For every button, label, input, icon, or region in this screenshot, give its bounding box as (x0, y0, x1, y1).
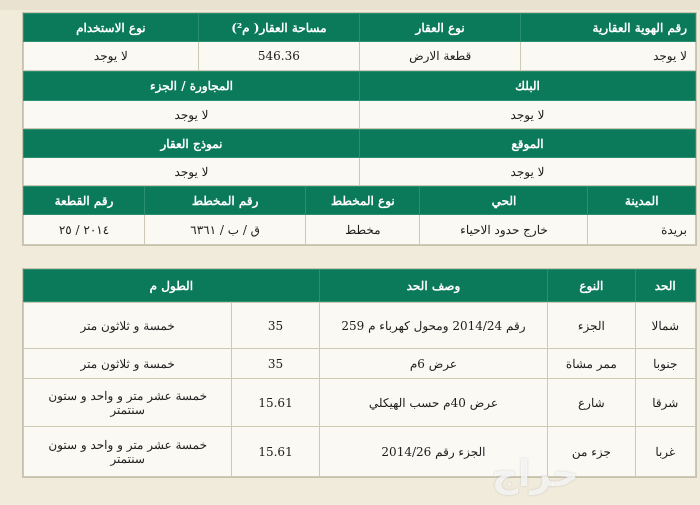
boundary-direction: شمالا (635, 303, 695, 349)
header-boundary-description: وصف الحد (319, 270, 547, 302)
table-row (24, 427, 696, 477)
header-plot-number: رقم القطعة (24, 187, 145, 215)
boundary-type: ممر مشاة (548, 349, 635, 379)
boundary-direction: شرقا (635, 379, 695, 427)
value-usage-type: لا يوجد (24, 42, 199, 71)
value-city: بريدة (588, 215, 696, 245)
block-neighborhood-table (23, 71, 696, 129)
boundary-length: 35 (232, 349, 319, 379)
boundary-direction: غربا (635, 427, 695, 477)
value-block: لا يوجد (360, 101, 696, 129)
value-plot-number: ٢٠١٤ / ٢٥ (24, 215, 145, 245)
location-model-table (23, 129, 696, 186)
header-type: النوع (548, 270, 635, 302)
city-plan-table (23, 186, 696, 245)
boundary-type: شارع (548, 379, 635, 427)
boundary-length-words: خمسة عشر متر و واحد و ستون سنتمتر (24, 427, 232, 477)
boundary-direction: جنوبا (635, 349, 695, 379)
header-boundary: الحد (635, 270, 695, 302)
property-info-panel (22, 12, 697, 246)
table-row (24, 379, 696, 427)
boundary-length: 15.61 (232, 427, 319, 477)
boundary-description: الجزء رقم 2014/26 (319, 427, 547, 477)
value-property-type: قطعة الارض (360, 42, 521, 71)
header-property-area: مساحة العقار( م²) (198, 14, 359, 42)
boundary-description: رقم 2014/24 ومحول كهرباء م 259 (319, 303, 547, 349)
value-plan-type: مخطط (306, 215, 420, 245)
header-plan-type: نوع المخطط (306, 187, 420, 215)
boundaries-panel (22, 268, 697, 478)
boundary-length: 15.61 (232, 379, 319, 427)
header-location: الموقع (360, 130, 696, 158)
property-basic-table (23, 13, 696, 71)
header-property-model: نموذج العقار (24, 130, 360, 158)
boundary-type: جزء من (548, 427, 635, 477)
boundary-length: 35 (232, 303, 319, 349)
boundary-type: الجزء (548, 303, 635, 349)
header-property-type: نوع العقار (360, 14, 521, 42)
boundaries-table (23, 269, 696, 302)
table-row (24, 349, 696, 379)
value-neighborhood-part: لا يوجد (24, 101, 360, 129)
haraj-watermark: حراج (492, 454, 579, 495)
value-location: لا يوجد (360, 158, 696, 186)
boundary-description: عرض 6م (319, 349, 547, 379)
header-usage-type: نوع الاستخدام (24, 14, 199, 42)
value-property-model: لا يوجد (24, 158, 360, 186)
header-district: الحي (420, 187, 588, 215)
boundary-length-words: خمسة و ثلاثون متر (24, 303, 232, 349)
table-row (24, 303, 696, 349)
boundary-length-words: خمسة و ثلاثون متر (24, 349, 232, 379)
boundary-length-words: خمسة عشر متر و واحد و ستون سنتمتر (24, 379, 232, 427)
header-length: الطول م (24, 270, 320, 302)
boundaries-body (23, 302, 696, 477)
header-neighborhood-part: المجاورة / الجزء (24, 72, 360, 101)
value-district: خارج حدود الاحياء (420, 215, 588, 245)
value-property-area: 546.36 (198, 42, 359, 71)
header-property-id: رقم الهوية العقارية (521, 14, 696, 42)
header-city: المدينة (588, 187, 696, 215)
header-block: البلك (360, 72, 696, 101)
header-plan-number: رقم المخطط (144, 187, 305, 215)
top-strip (0, 0, 700, 10)
boundary-description: عرض 40م حسب الهيكلي (319, 379, 547, 427)
value-property-id: لا يوجد (521, 42, 696, 71)
value-plan-number: ق / ب / ٦٣٦١ (144, 215, 305, 245)
